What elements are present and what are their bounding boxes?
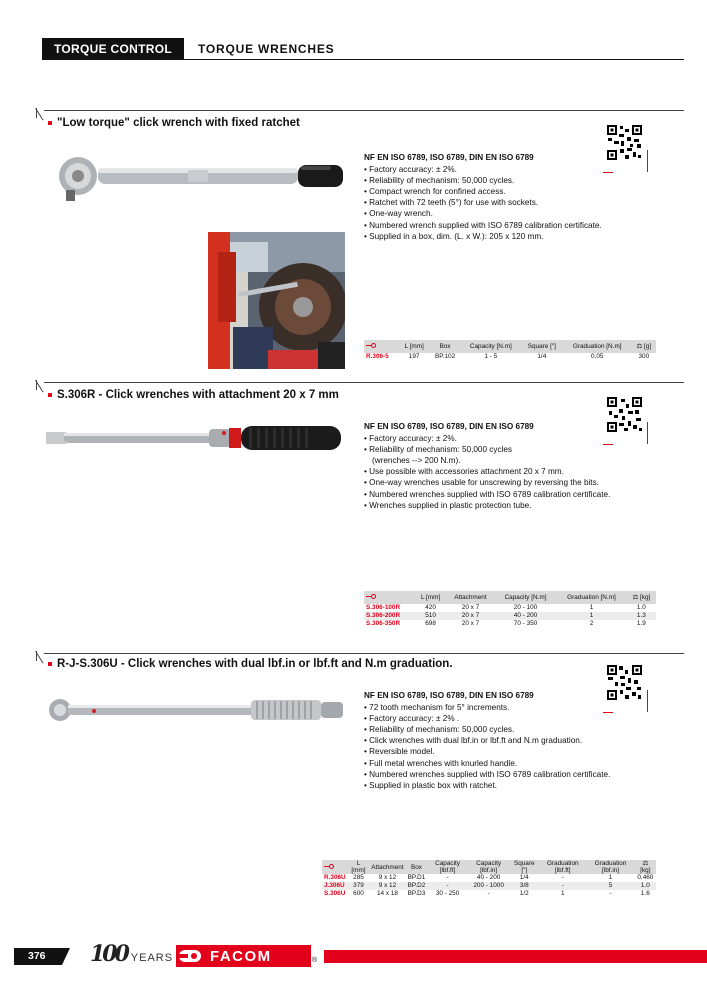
weight-icon: ⚖ [636,343,643,350]
bullet: • Supplied in plastic box with ratchet. [364,780,498,790]
centenary-logo [90,941,173,967]
bullet: • 72 tooth mechanism for 5° increments. [364,703,510,713]
brand-header [364,591,415,604]
table-row: S.306-350R 698 20 x 7 70 - 350 2 1.9 [366,619,646,627]
bullet: • Factory accuracy: ± 2%. [364,434,457,444]
bullet: • One-way wrench. [364,209,433,219]
brand-header [322,860,348,874]
header-rule [184,59,684,60]
weight-icon: ⚖ [642,860,649,867]
section-title: "Low torque" click wrench with fixed ratchet [48,117,300,129]
bullet-continuation: (wrenches --> 200 N.m). [372,456,461,466]
table-row: S.306-100R 420 20 x 7 20 - 100 1 1.0 [366,604,646,611]
section-label: TORQUE CONTROL [42,38,184,60]
facom-logo-icon [366,343,376,348]
bullet: • Numbered wrenches supplied with ISO 6789 calibration certificate. [364,769,611,779]
bullet: • Reliability of mechanism: 50,000 cycles [364,445,513,455]
facom-logo-icon [324,864,334,869]
bullet: • Factory accuracy: ± 2%. [364,165,457,175]
facom-brand-logo [176,945,311,967]
s306u-wrench-image [46,692,356,728]
weight-icon: ⚖ [632,594,639,601]
footer-red-bar [324,950,707,963]
standard-text: NF EN ISO 6789, ISO 6789, DIN EN ISO 6789 [364,691,534,700]
product-table: L [mm] Attachment Box Capacity [lbf.ft] Capacity [lbf.in] Square ["] Graduation [lbf.ft] Graduation [lbf.in] ⚖ [kg] R.306U 285 9 x 12 BP.D1 - 40 - 200 1/4 - 1 0.460 J.306U 379 9 x 12 BP.D2 - 200 - 1000 3/8 - 5 1.0 S.306U 600 14 x 18 BP.D3 30 - 250 - 1/2 1 - 1.6 [322,860,656,897]
table-row: J.306U 379 9 x 12 BP.D2 - 200 - 1000 3/8 - 5 1.0 [322,882,656,890]
product-table: L [mm] Attachment Capacity [N.m] Graduation [N.m] ⚖ [kg] S.306-100R 420 20 x 7 20 - 100 1 1.0 S.306-200R 510 20 x 7 40 - 200 1 1.3 S.306-350R 698 20 x 7 70 - 350 2 1.9 [364,591,656,627]
section-frame-h [44,110,684,111]
low-torque-wrench-image [48,150,348,212]
s306r-wrench-image [44,420,354,458]
bullet: • Full metal wrenches with knurled handle. [364,758,518,768]
spec-block [364,690,664,791]
centenary-label: YEARS [130,952,174,964]
product-table: L [mm] Box Capacity [N.m] Square ["] Graduation [N.m] ⚖ [g] R.306-5 197 BP.102 1 - 5 1/4 0,05 300 [364,340,656,361]
bullet: • Reliability of mechanism: 50,000 cycles. [364,725,515,735]
bullet: • Reversible model. [364,747,435,757]
brand-name: FACOM [210,947,272,965]
bullet: • Numbered wrenches supplied with ISO 6789 calibration certificate. [364,489,611,499]
page-number-tail [58,948,70,965]
centenary-number: 100 [90,941,127,967]
spec-block [364,421,664,511]
standard-text: NF EN ISO 6789, ISO 6789, DIN EN ISO 6789 [364,153,534,162]
table-row: R.306-5 197 BP.102 1 - 5 1/4 0,05 300 [366,353,650,360]
section-title: S.306R - Click wrenches with attachment 20 x 7 mm [48,389,339,401]
table-row: R.306U 285 9 x 12 BP.D1 - 40 - 200 1/4 - 1 0.460 [324,874,654,881]
table-row: S.306U 600 14 x 18 BP.D3 30 - 250 - 1/2 1 - 1.6 [324,889,650,897]
brand-header [364,340,399,353]
section-frame-h [44,653,684,654]
bullet: • Ratchet with 72 teeth (5°) for use with sockets. [364,198,539,208]
registered-mark: ® [312,957,318,964]
table-row: S.306-200R 510 20 x 7 40 - 200 1 1.3 [364,612,656,620]
red-square-icon [48,121,52,125]
facom-logo-icon [366,594,376,599]
facom-logo-icon [176,948,202,964]
spec-block [364,152,664,242]
bullet: • Factory accuracy: ± 2% . [364,714,460,724]
page-number: 376 [14,948,60,965]
bullet: • Click wrenches with dual lbf.in or lbf.ft and N.m graduation. [364,736,583,746]
section-frame-h [44,382,684,383]
bullet: • Compact wrench for confined access. [364,187,506,197]
bullet: • Use possible with accessories attachment 20 x 7 mm. [364,467,564,477]
workshop-photo [208,232,345,369]
red-square-icon [48,393,52,397]
bullet: • One-way wrenches usable for unscrewing by reversing the bits. [364,478,599,488]
red-square-icon [48,662,52,666]
page-title: TORQUE WRENCHES [198,42,335,56]
bullet: • Reliability of mechanism: 50,000 cycles. [364,176,515,186]
bullet: • Supplied in a box, dim. (L. x W.): 205 x 120 mm. [364,231,544,241]
section-title: R-J-S.306U - Click wrenches with dual lbf.in or lbf.ft and N.m graduation. [48,658,453,670]
standard-text: NF EN ISO 6789, ISO 6789, DIN EN ISO 6789 [364,422,534,431]
bullet: • Wrenches supplied in plastic protection tube. [364,500,532,510]
bullet: • Numbered wrench supplied with ISO 6789 calibration certificate. [364,220,602,230]
